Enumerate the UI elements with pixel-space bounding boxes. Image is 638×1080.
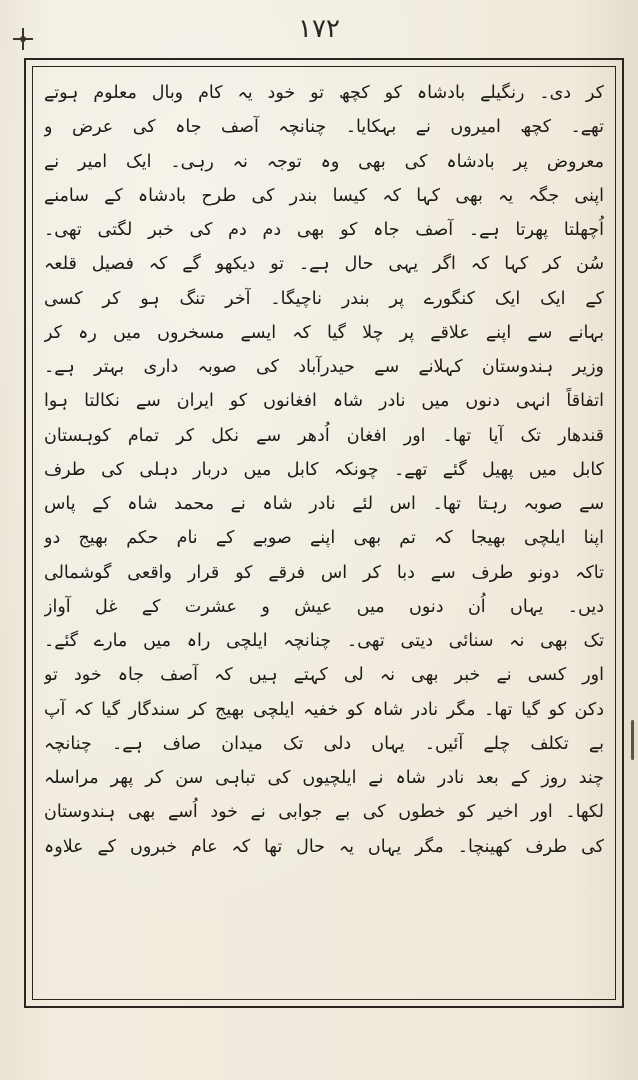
text-line: اپنی جگہ یہ بھی کہا کہ کیسا بندر کی طرح بادشاہ کے سامنے bbox=[44, 185, 604, 206]
text-line: اتفاقاً انہی دنوں میں نادر شاہ افغانوں کو ایران سے نکالتا ہوا bbox=[44, 391, 604, 412]
text-line: کی طرف کھینچا۔ مگر یہاں یہ حال تھا کہ عام خبروں کے علاوہ bbox=[44, 836, 604, 857]
text-line: تک بھی نہ سنائی دیتی تھی۔ چنانچہ ایلچی راہ میں مارے گئے۔ bbox=[44, 631, 604, 651]
text-line: لکھا۔ اور اخیر کو خطوں کی بے جوابی نے خود اُسے بھی ہندوستان bbox=[44, 802, 604, 823]
text-line: بے تکلف چلے آئیں۔ یہاں دلی تک میدان صاف ہے۔ چنانچہ bbox=[44, 733, 604, 754]
text-line: کے ایک ایک کنگورے پر بندر ناچیگا۔ آخر تنگ ہو کر کسی bbox=[44, 288, 604, 309]
text-line: قندھار تک آیا تھا۔ اور افغان اُدھر سے نکل کر تمام کوہستان bbox=[44, 425, 604, 446]
text-line: کابل میں پھیل گئے تھے۔ چونکہ کابل میں دربار دہلی کی طرف bbox=[44, 459, 604, 480]
text-line: معروض پر بادشاہ کی بھی وہ توجہ نہ رہی۔ ایک امیر نے bbox=[44, 151, 604, 172]
text-line: اُچھلتا پھرتا ہے۔ آصف جاہ کو بھی دم دم کی خبر لگتی تھی۔ bbox=[44, 220, 604, 240]
page-number: ۱۷۲ bbox=[298, 14, 340, 44]
text-line: چند روز کے بعد نادر شاہ نے ایلچیوں کی تباہی سن کر پھر مراسلہ bbox=[44, 768, 604, 788]
text-line: کر دی۔ رنگیلے بادشاہ کو کچھ تو خود یہ کام وبال معلوم ہوتے bbox=[44, 83, 604, 103]
text-line: وزیر ہندوستان کہلانے سے حیدرآباد کی صوبہ داری بہتر ہے۔ bbox=[44, 357, 604, 377]
text-line: بہانے سے اپنے علاقے پر چلا گیا کہ ایسے مسخروں میں رہ کر bbox=[44, 322, 604, 343]
text-line: دکن کو گیا تھا۔ مگر نادر شاہ کو خفیہ ایلچی بھیج کر سندگار گیا کہ آپ bbox=[44, 699, 604, 720]
text-line: دیں۔ یہاں اُن دنوں میں عیش و عشرت کے غل آواز bbox=[44, 596, 604, 617]
body-text bbox=[44, 76, 604, 996]
text-line: تھے۔ کچھ امیروں نے بہکایا۔ چنانچہ آصف جاہ کی عرض و bbox=[44, 117, 604, 138]
text-line: سُن کر کہا کہ اگر یہی حال ہے۔ تو دیکھو گے کہ فصیل قلعہ bbox=[44, 254, 604, 275]
text-line: اور کسی نے خبر بھی نہ لی کہتے ہیں کہ آصف جاہ خود تو bbox=[44, 665, 604, 686]
margin-mark bbox=[631, 720, 634, 760]
text-line: سے صوبہ رہتا تھا۔ اس لئے نادر شاہ نے محمد شاہ کے پاس bbox=[44, 494, 604, 514]
text-line: تاکہ دونو طرف سے دبا کر اس فرقے کو قرار واقعی گوشمالی bbox=[44, 562, 604, 583]
text-line: اپنا ایلچی بھیجا کہ تم بھی اپنے صوبے کے نام حکم بھیج دو bbox=[44, 528, 604, 549]
